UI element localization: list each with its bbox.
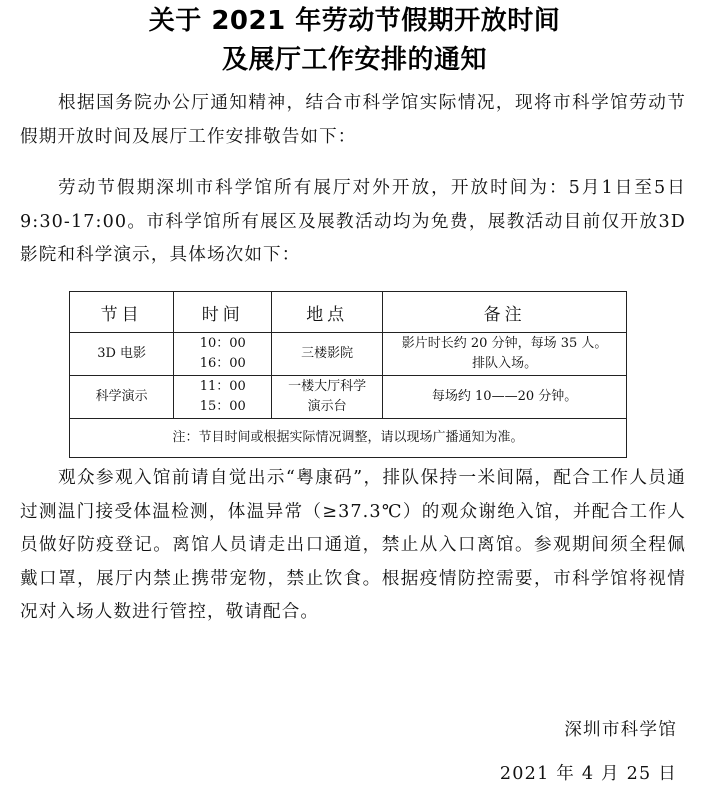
table-note-row [70, 419, 627, 458]
remark-text: 每场约 10——20 分钟。 [431, 389, 578, 404]
remark-text: 影片时长约 20 分钟，每场 35 人。 [401, 336, 608, 351]
table-row [70, 376, 627, 419]
table-header-row [70, 292, 627, 333]
schedule-table [69, 291, 627, 458]
cell-remark [383, 333, 627, 376]
title-line-1: 关于 2021 年劳动节假期开放时间 [148, 6, 561, 36]
location-text: 一楼大厅科学 [288, 379, 367, 394]
paragraph-intro: 根据国务院办公厅通知精神，结合市科学馆实际情况，现将市科学馆劳动节假期开放时间及展厅工作安排敬告如下： [20, 93, 686, 147]
location-text: 三楼影院 [301, 346, 354, 361]
cell-time [174, 333, 272, 376]
cell-location [272, 333, 383, 376]
time-slot: 10：00 [199, 336, 246, 351]
time-slot: 11：00 [199, 379, 246, 394]
remark-text: 排队入场。 [472, 356, 538, 371]
header-remark: 备注 [383, 292, 627, 333]
signature: 深圳市科学馆 [564, 720, 677, 740]
title-line-2: 及展厅工作安排的通知 [221, 45, 487, 75]
cell-program: 3D 电影 [70, 333, 174, 376]
header-location: 地点 [272, 292, 383, 333]
cell-program: 科学演示 [70, 376, 174, 419]
cell-time [174, 376, 272, 419]
table-row [70, 333, 627, 376]
time-slot: 16：00 [199, 356, 246, 371]
cell-location [272, 376, 383, 419]
date: 2021 年 4 月 25 日 [499, 764, 677, 784]
cell-remark [383, 376, 627, 419]
paragraph-opening-hours: 劳动节假期深圳市科学馆所有展厅对外开放，开放时间为：5月1日至5日9:30-17:00。市科学馆所有展区及展教活动均为免费，展教活动目前仅开放3D影院和科学演示，具体场次如下： [20, 178, 686, 265]
location-text: 演示台 [307, 399, 347, 414]
table-note: 注：节目时间或根据实际情况调整，请以现场广播通知为准。 [70, 419, 627, 458]
header-time: 时间 [174, 292, 272, 333]
time-slot: 15：00 [199, 399, 246, 414]
paragraph-visitor-rules: 观众参观入馆前请自觉出示“粤康码”，排队保持一米间隔，配合工作人员通过测温门接受体温检测，体温异常（≥37.3℃）的观众谢绝入馆，并配合工作人员做好防疫登记。离馆人员请走出口通道，禁止从入口离馆。参观期间须全程佩戴口罩，展厅内禁止携带宠物，禁止饮食。根据疫情防控需要，市科学馆将视情况对入场人数进行管控，敬请配合。 [20, 468, 686, 622]
header-program: 节目 [70, 292, 174, 333]
